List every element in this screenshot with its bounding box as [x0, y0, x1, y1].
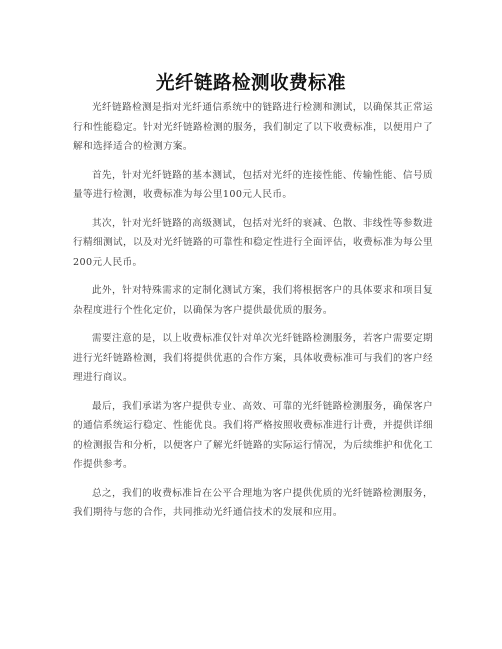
paragraph-advanced-test: 其次，针对光纤链路的高级测试，包括对光纤的衰减、色散、非线性等参数进行精细测试，以及对光纤链路的可靠性和稳定性进行全面评估，收费标准为每公里200元人民币。: [73, 217, 433, 268]
document-body: [73, 98, 433, 532]
paragraph-basic-test: 首先，针对光纤链路的基本测试，包括对光纤的连接性能、传输性能、信号质量等进行检测，收费标准为每公里100元人民币。: [73, 169, 433, 200]
document-title: 光纤链路检测收费标准: [155, 73, 346, 95]
paragraph-conclusion: 总之，我们的收费标准旨在公平合理地为客户提供优质的光纤链路检测服务，我们期待与您的合作，共同推动光纤通信技术的发展和应用。: [73, 487, 433, 518]
paragraph-note: 需要注意的是，以上收费标准仅针对单次光纤链路检测服务，若客户需要定期进行光纤链路检测，我们将提供优惠的合作方案，具体收费标准可与我们的客户经理进行商议。: [73, 333, 433, 383]
paragraph-commitment: 最后，我们承诺为客户提供专业、高效、可靠的光纤链路检测服务，确保客户的通信系统运行稳定、性能优良。我们将严格按照收费标准进行计费，并提供详细的检测报告和分析，以便客户了解光纤链路的实际运行情况，为后续维护和优化工作提供参考。: [73, 400, 433, 470]
paragraph-intro: 光纤链路检测是指对光纤通信系统中的链路进行检测和测试，以确保其正常运行和性能稳定。针对光纤链路检测的服务，我们制定了以下收费标准，以便用户了解和选择适合的检测方案。: [73, 102, 433, 152]
paragraph-custom-test: 此外，针对特殊需求的定制化测试方案，我们将根据客户的具体要求和项目复杂程度进行个性化定价，以确保为客户提供最优质的服务。: [73, 285, 433, 316]
